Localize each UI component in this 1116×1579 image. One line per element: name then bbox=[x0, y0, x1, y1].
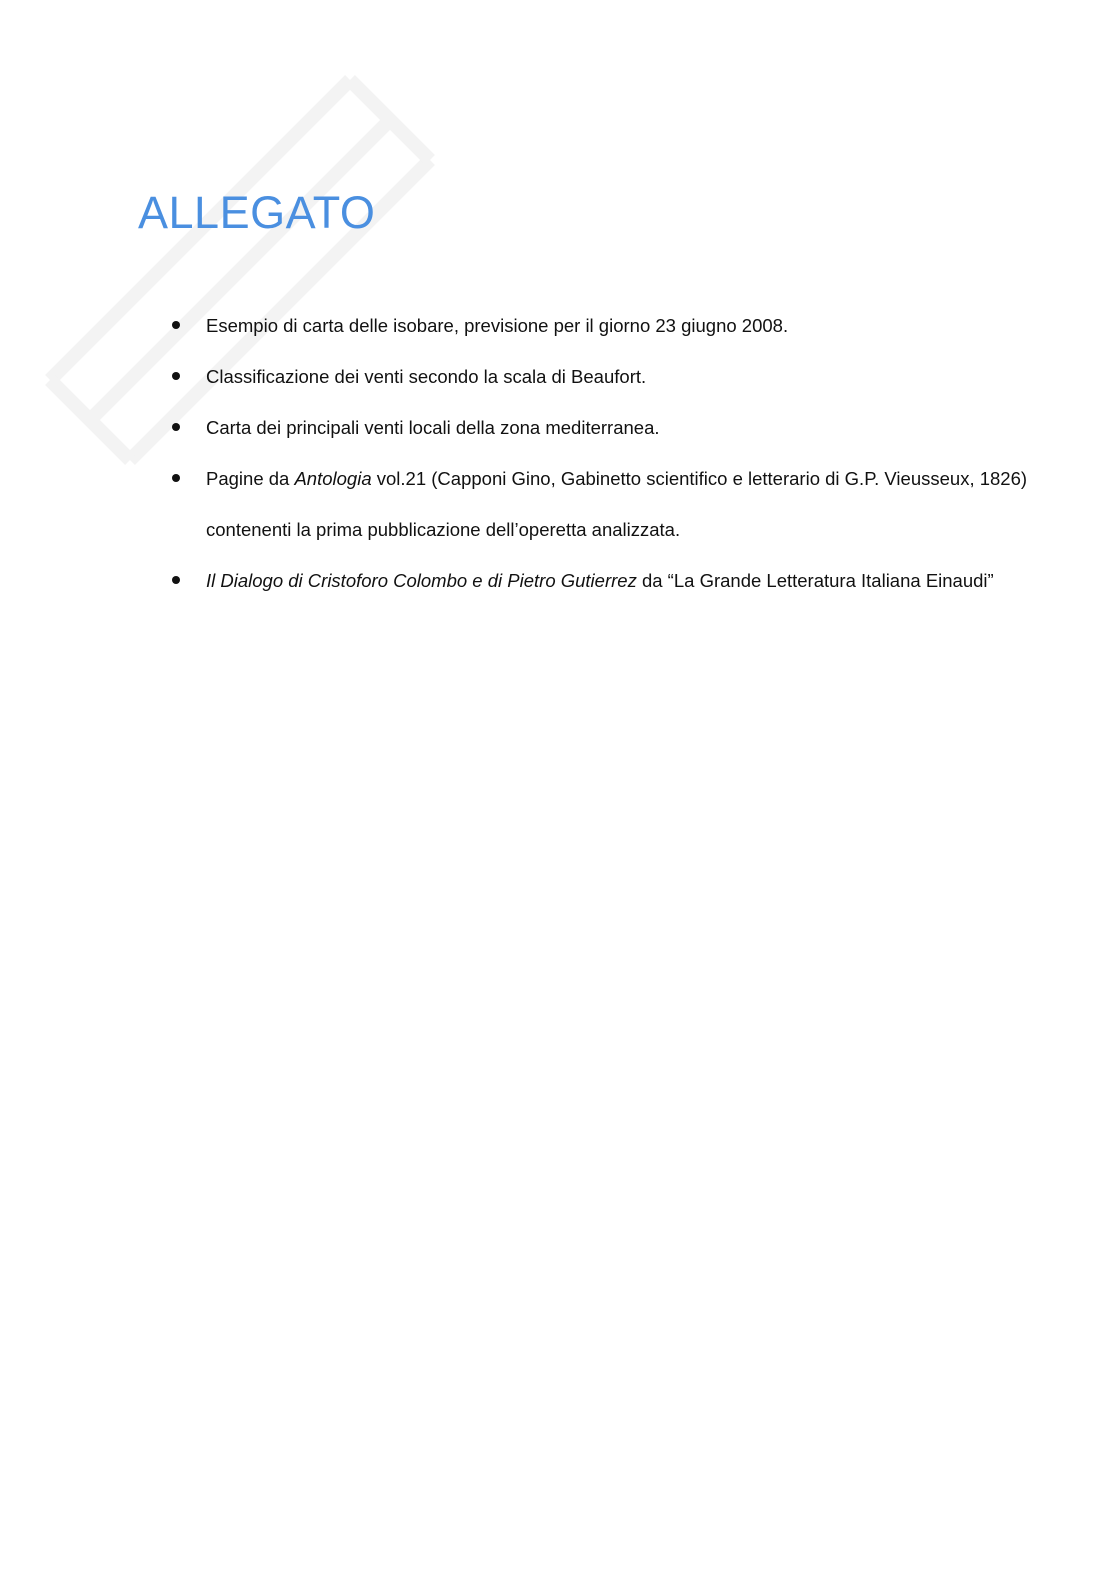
list-item bbox=[0, 351, 1116, 402]
list-item bbox=[0, 402, 1116, 453]
page-title: ALLEGATO bbox=[138, 187, 376, 238]
bullet-icon bbox=[172, 474, 180, 482]
list-item-text bbox=[206, 570, 994, 591]
list-item-text: Esempio di carta delle isobare, previsione per il giorno 23 giugno 2008. bbox=[206, 315, 789, 336]
bullet-icon bbox=[172, 423, 180, 431]
list-item bbox=[0, 453, 1116, 555]
publication-title: Antologia bbox=[294, 468, 372, 489]
bullet-icon bbox=[172, 576, 180, 584]
list-item bbox=[0, 555, 1116, 606]
list-item-prefix: Pagine da bbox=[206, 468, 295, 489]
work-title: Il Dialogo di Cristoforo Colombo e di Pietro Gutierrez bbox=[206, 570, 637, 591]
list-item-suffix: da “La Grande Letteratura Italiana Einaudi” bbox=[636, 570, 994, 591]
bullet-icon bbox=[172, 321, 180, 329]
list-item-text: Classificazione dei venti secondo la scala di Beaufort. bbox=[206, 366, 647, 387]
attachment-list bbox=[0, 300, 1116, 606]
bullet-icon bbox=[172, 372, 180, 380]
list-item-text bbox=[206, 468, 1027, 540]
list-item-suffix: vol.21 (Capponi Gino, Gabinetto scientifico e letterario di G.P. Vieusseux, 1826) contenenti la prima pubblicazione dell’operetta analizzata. bbox=[206, 468, 1028, 540]
list-item-text: Carta dei principali venti locali della zona mediterranea. bbox=[206, 417, 660, 438]
list-item bbox=[0, 300, 1116, 351]
